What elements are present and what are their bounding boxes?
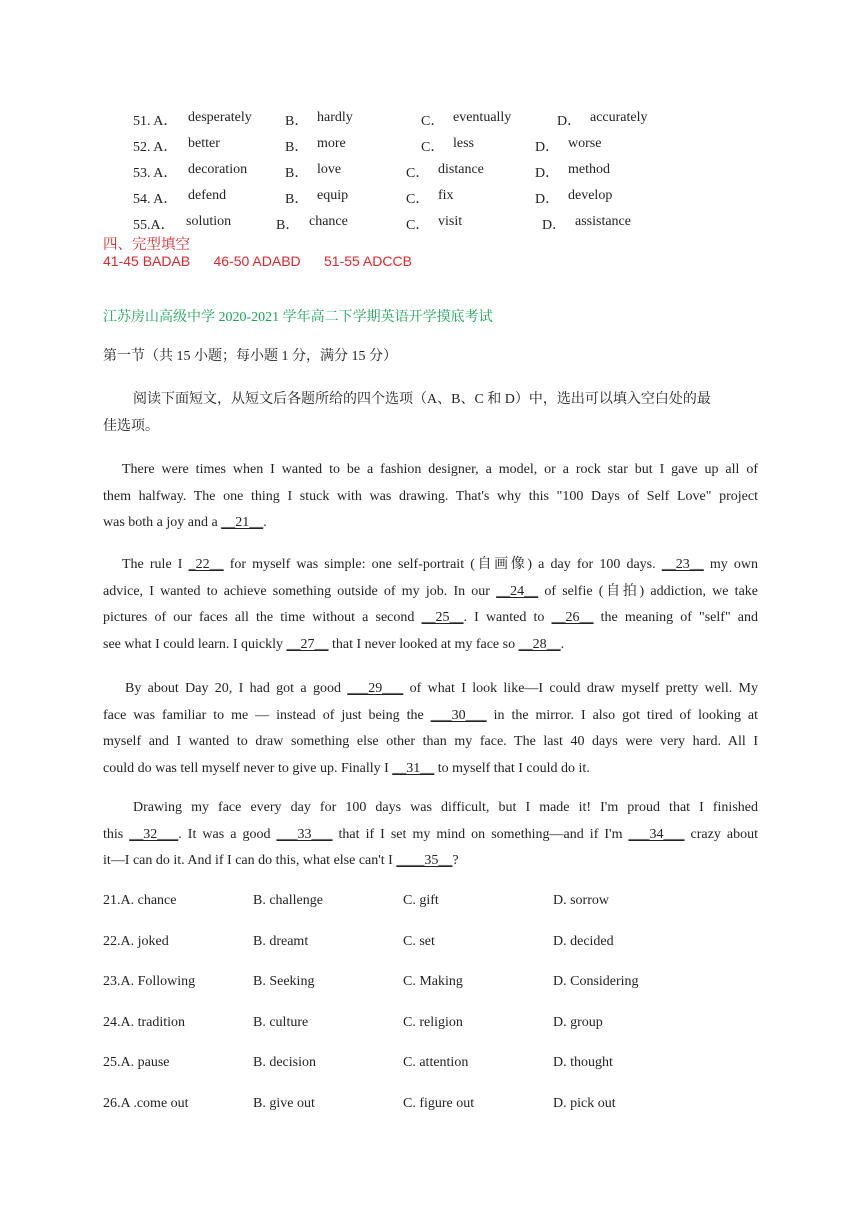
passage-line: By about Day 20, I had got a good ___29___ of what I look like—I could draw myself pretty well. My [125,681,759,696]
option-51-d-label: D． [557,114,582,129]
option-54-d: develop [568,188,613,203]
choice-c[interactable]: C. religion [403,1015,463,1030]
blank-28[interactable]: __28__ [518,636,561,652]
choice-b[interactable]: B. culture [253,1015,309,1030]
passage-line: could do was tell myself never to give up. Finally I __31__ to myself that I could do it. [103,760,590,776]
blank-22[interactable]: _22__ [188,557,224,572]
blank-31[interactable]: __31__ [392,760,435,776]
option-54-c: fix [438,188,454,203]
blank-26[interactable]: __26__ [551,610,594,625]
passage-line: them halfway. The one thing I stuck with was drawing. That's why this "100 Days of Self Love" project [103,488,758,504]
choice-d[interactable]: D. Considering [553,974,639,989]
choice-a[interactable]: 24.A. tradition [103,1015,186,1030]
option-55-b-label: B． [276,218,300,233]
instruction-line-2: 佳选项。 [103,419,159,434]
passage-line: see what I could learn. I quickly __27__ that I never looked at my face so __28__. [103,636,565,652]
option-53-d: method [568,162,610,177]
choice-a[interactable]: 25.A. pause [103,1055,170,1070]
option-54-b-label: B． [285,192,309,207]
blank-23[interactable]: __23__ [661,557,704,572]
option-53-num: 53. A． [133,166,178,181]
blank-25[interactable]: __25__ [421,610,464,625]
choice-d[interactable]: D. pick out [553,1096,616,1111]
blank-29[interactable]: ___29___ [347,681,404,696]
option-53-d-label: D． [535,166,560,181]
choice-a[interactable]: 23.A. Following [103,974,196,989]
choice-b[interactable]: B. decision [253,1055,316,1070]
option-51-num: 51. A． [133,114,178,129]
blank-24[interactable]: __24__ [496,583,539,599]
passage-paragraph-4 [103,795,758,875]
blank-34[interactable]: ___34___ [628,826,685,842]
option-55-c: visit [438,214,463,229]
choice-c[interactable]: C. set [403,934,435,949]
option-54-a: defend [188,188,227,203]
passage-line: this __32___. It was a good ___33___ that if I set my mind on something—and if I'm ___34___ crazy about [103,826,758,842]
section-subtitle: 第一节（共 15 小题；每小题 1 分，满分 15 分） [103,349,397,364]
choice-d[interactable]: D. group [553,1015,603,1030]
option-54-num: 54. A． [133,192,178,207]
passage-line: There were times when I wanted to be a fashion designer, a model, or a rock star but I gave up all of [122,462,758,477]
blank-21[interactable]: __21__ [221,515,264,530]
blank-33[interactable]: ___33___ [276,826,333,842]
choice-b[interactable]: B. dreamt [253,934,309,949]
passage-paragraph-3 [103,676,758,782]
option-52-b-label: B． [285,140,309,155]
option-52-a: better [188,136,220,151]
passage-paragraph-2 [103,552,758,658]
choice-a[interactable]: 21.A. chance [103,893,177,908]
passage-paragraph-1 [103,457,758,537]
choice-d[interactable]: D. decided [553,934,614,949]
option-55-d-label: D． [542,218,567,233]
option-53-b: love [317,162,342,177]
option-53-b-label: B． [285,166,309,181]
option-55-d: assistance [575,214,631,229]
blank-35[interactable]: ____35__ [396,853,453,868]
choice-b[interactable]: B. give out [253,1096,315,1111]
option-51-d: accurately [590,110,648,125]
answer-heading: 四、完型填空 [103,237,190,253]
passage-line: advice, I wanted to achieve something outside of my job. In our __24__ of selfie (自拍) addiction, we take [103,583,758,599]
option-51-a: desperately [188,110,252,125]
option-53-a: decoration [188,162,248,177]
passage-line: The rule I _22__ for myself was simple: one self-portrait (自画像) a day for 100 days. __23__ my own [122,557,759,572]
passage-line: it—I can do it. And if I can do this, what else can't I ____35__? [103,853,459,868]
option-54-d-label: D． [535,192,560,207]
choice-c[interactable]: C. gift [403,893,439,908]
option-53-c-label: C． [406,166,430,181]
option-51-b-label: B． [285,114,309,129]
blank-27[interactable]: __27__ [286,636,329,652]
option-52-b: more [317,136,346,151]
section-title: 江苏房山高级中学 2020-2021 学年高二下学期英语开学摸底考试 [103,310,493,325]
option-55-num: 55.A． [133,218,175,233]
option-53-c: distance [438,162,484,177]
choice-a[interactable]: 26.A .come out [103,1096,189,1111]
choice-b[interactable]: B. Seeking [253,974,315,989]
passage-line: was both a joy and a __21__. [103,515,267,530]
choice-b[interactable]: B. challenge [253,893,323,908]
option-52-d: worse [568,136,602,151]
option-52-num: 52. A． [133,140,178,155]
choice-c[interactable]: C. attention [403,1055,469,1070]
option-52-c: less [453,136,474,151]
option-55-b: chance [309,214,348,229]
answer-line: 41-45 BADAB 46-50 ADABD 51-55 ADCCB [103,253,412,269]
choice-d[interactable]: D. thought [553,1055,613,1070]
option-54-c-label: C． [406,192,430,207]
option-55-c-label: C． [406,218,430,233]
option-55-a: solution [186,214,232,229]
passage-line: pictures of our faces all the time without a second __25__. I wanted to __26__ the meaning of "self" and [103,610,758,625]
choice-c[interactable]: C. figure out [403,1096,475,1111]
option-54-b: equip [317,188,349,203]
option-52-c-label: C． [421,140,445,155]
choice-a[interactable]: 22.A. joked [103,934,169,949]
passage-line: myself and I wanted to draw something else other than my face. The last 40 days were very hard. All I [103,734,758,749]
passage-line: Drawing my face every day for 100 days was difficult, but I made it! I'm proud that I finished [133,800,758,815]
option-51-b: hardly [317,110,353,125]
instruction-line-1: 阅读下面短文，从短文后各题所给的四个选项（A、B、C 和 D）中，选出可以填入空白处的最 [133,392,711,407]
option-51-c-label: C． [421,114,445,129]
blank-30[interactable]: ___30___ [430,707,487,723]
option-51-c: eventually [453,110,512,125]
blank-32[interactable]: __32___ [129,826,179,842]
passage-line: face was familiar to me — instead of just being the ___30___ in the mirror. I also got tired of looking at [103,707,758,723]
option-52-d-label: D． [535,140,560,155]
choice-c[interactable]: C. Making [403,974,463,989]
choice-d[interactable]: D. sorrow [553,893,609,908]
